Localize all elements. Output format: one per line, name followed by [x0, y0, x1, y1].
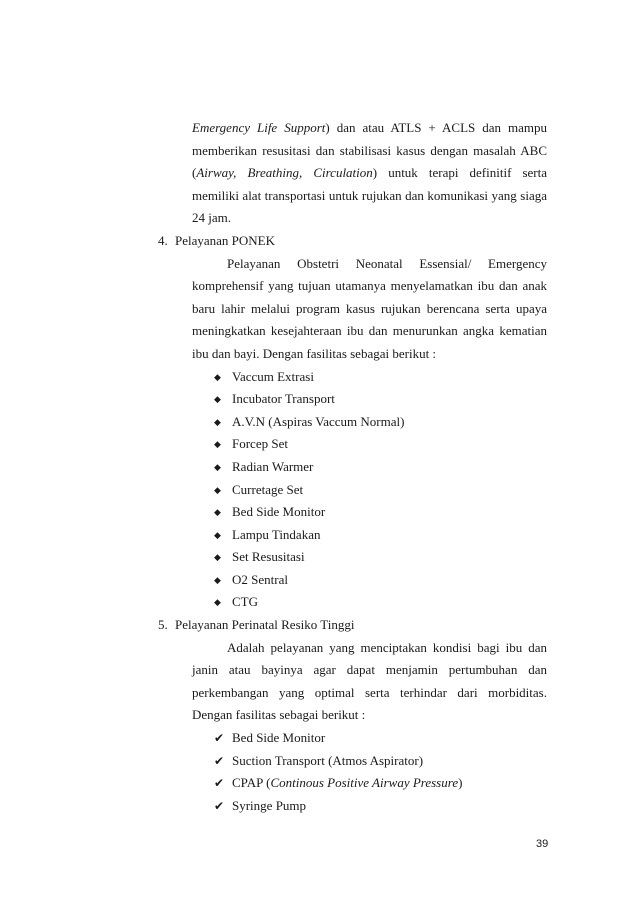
diamond-bullet-icon: ◆: [214, 529, 221, 540]
diamond-bullet-icon: ◆: [214, 416, 221, 427]
checkmark-icon: ✔: [214, 731, 225, 746]
list-item: ◆ Bed Side Monitor: [175, 501, 547, 524]
section-4-list: [175, 366, 547, 615]
list-item: ◆ O2 Sentral: [175, 569, 547, 592]
section-5-number: 5.: [158, 617, 168, 633]
list-item: ◆ A.V.N (Aspiras Vaccum Normal): [175, 411, 547, 434]
intro-italic-els: Emergency Life Support: [192, 120, 326, 135]
diamond-bullet-icon: ◆: [214, 461, 221, 472]
section-5-title: Pelayanan Perinatal Resiko Tinggi: [175, 617, 355, 633]
section-4-title: Pelayanan PONEK: [175, 232, 276, 248]
section-5-paragraph: Adalah pelayanan yang menciptakan kondisi bagi ibu dan janin atau bayinya agar dapat menjamin pertumbuhan dan perkembangan yang optimal serta terhindar dari morbiditas. Dengan fasilitas sebagai berikut :: [192, 639, 547, 723]
diamond-bullet-icon: ◆: [214, 507, 221, 518]
list-item: ◆ Set Resusitasi: [175, 546, 547, 569]
diamond-bullet-icon: ◆: [214, 439, 221, 450]
section-5-list: [175, 727, 547, 817]
list-item: ◆ Radian Warmer: [175, 456, 547, 479]
list-item: ◆ Forcep Set: [175, 433, 547, 456]
list-item: ◆ Vaccum Extrasi: [175, 366, 547, 389]
list-item: ◆ CTG: [175, 591, 547, 614]
list-item: ◆ Incubator Transport: [175, 388, 547, 411]
checkmark-icon: ✔: [214, 776, 225, 791]
intro-text-1: ) dan atau ATLS + ACLS dan mampu memberikan resusitasi dan stabilisasi kasus dengan masalah ABC (: [192, 120, 548, 181]
diamond-bullet-icon: ◆: [214, 574, 221, 585]
section-4-heading: [158, 230, 547, 253]
intro-text-2: ) untuk terapi definitif serta memiliki alat transportasi untuk rujukan dan komunikasi yang siaga 24 jam.: [192, 165, 548, 226]
intro-paragraph: [175, 117, 547, 230]
list-item: ◆ Curretage Set: [175, 479, 547, 502]
list-item: ◆ Lampu Tindakan: [175, 524, 547, 547]
list-item: [175, 772, 547, 795]
diamond-bullet-icon: ◆: [214, 552, 221, 563]
section-5-heading: [158, 614, 547, 637]
section-4-number: 4.: [158, 232, 168, 248]
diamond-bullet-icon: ◆: [214, 484, 221, 495]
section-4-paragraph: Pelayanan Obstetri Neonatal Essensial/ Emergency komprehensif yang tujuan utamanya menyelamatkan ibu dan anak baru lahir melalui program kasus rujukan berencana serta upaya meningkatkan kesejahteraan ibu dan menurunkan angka kematian ibu dan bayi. Dengan fasilitas sebagai berikut :: [192, 255, 547, 361]
list-item: ✔ Bed Side Monitor: [175, 727, 547, 750]
list-item: ✔ Suction Transport (Atmos Aspirator): [175, 750, 547, 773]
cpap-item: CPAP (Continous Positive Airway Pressure): [232, 775, 463, 791]
page-number: 39: [536, 838, 549, 850]
page-content: [158, 117, 548, 817]
diamond-bullet-icon: ◆: [214, 371, 221, 382]
diamond-bullet-icon: ◆: [214, 394, 221, 405]
list-item: ✔ Syringe Pump: [175, 795, 547, 818]
intro-italic-abc: Airway, Breathing, Circulation: [196, 165, 373, 181]
diamond-bullet-icon: ◆: [214, 597, 221, 608]
checkmark-icon: ✔: [214, 798, 225, 813]
checkmark-icon: ✔: [214, 753, 225, 768]
